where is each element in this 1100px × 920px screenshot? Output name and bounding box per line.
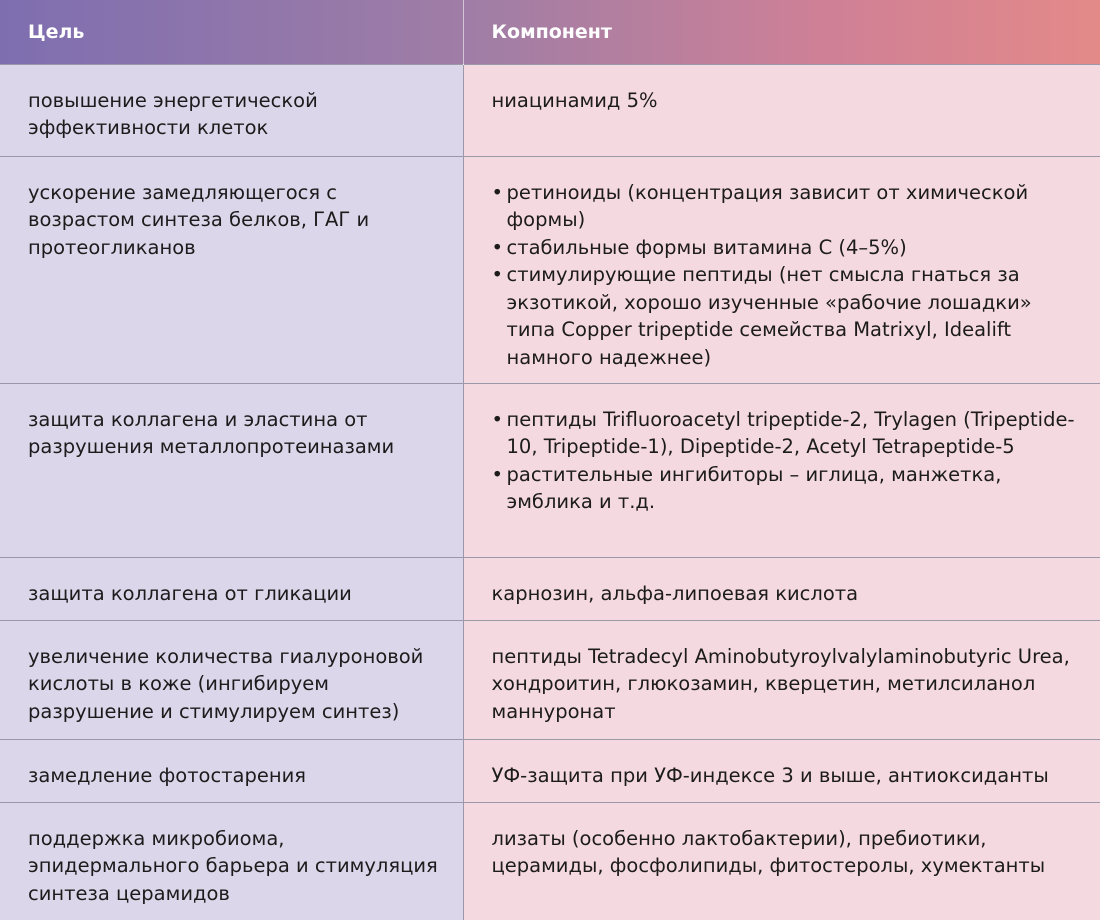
component-cell: УФ-защита при УФ-индексе 3 и выше, антиоксиданты [463, 739, 1100, 802]
goal-cell: защита коллагена от гликации [0, 557, 463, 620]
component-list-item: • ретиноиды (концентрация зависит от химической формы) [492, 179, 1081, 234]
table-header [0, 0, 1100, 64]
goal-cell: защита коллагена и эластина от разрушения металлопротеиназами [0, 383, 463, 557]
table-row [0, 557, 1100, 620]
header-goal: Цель [28, 20, 85, 43]
component-list-item: • пептиды Trifluoroacetyl tripeptide-2, Trylagen (Tripeptide-10, Tripeptide-1), Dipeptide-2, Acetyl Tetrapeptide-5 [492, 406, 1081, 461]
table-row [0, 620, 1100, 739]
component-list [492, 179, 1081, 372]
table-row [0, 64, 1100, 156]
component-list-item: • стимулирующие пептиды (нет смысла гнаться за экзотикой, хорошо изученные «рабочие лошадки» типа Copper tripeptide семейства Matrixyl, Idealift намного надежнее) [492, 261, 1081, 371]
component-cell: лизаты (особенно лактобактерии), пребиотики, церамиды, фосфолипиды, фитостеролы, хумектанты [463, 802, 1100, 920]
goal-cell: поддержка микробиома, эпидермального барьера и стимуляция синтеза церамидов [0, 802, 463, 920]
component-cell: карнозин, альфа-липоевая кислота [463, 557, 1100, 620]
component-cell: пептиды Tetradecyl Aminobutyroylvalylaminobutyric Urea, хондроитин, глюкозамин, кверцетин, метилсиланол маннуронат [463, 620, 1100, 739]
goal-cell: ускорение замедляющегося с возрастом синтеза белков, ГАГ и протеогликанов [0, 156, 463, 383]
header-row [0, 0, 1100, 64]
table-row [0, 156, 1100, 383]
goal-cell: повышение энергетической эффективности клеток [0, 64, 463, 156]
component-cell [463, 156, 1100, 383]
component-cell: ниацинамид 5% [463, 64, 1100, 156]
goal-cell: увеличение количества гиалуроновой кислоты в коже (ингибируем разрушение и стимулируем синтез) [0, 620, 463, 739]
table-row [0, 802, 1100, 920]
header-component: Компонент [463, 0, 1100, 64]
table-body [0, 64, 1100, 920]
component-cell [463, 383, 1100, 557]
table-row [0, 739, 1100, 802]
component-list [492, 406, 1081, 516]
component-list-item: • растительные ингибиторы – иглица, манжетка, эмблика и т.д. [492, 461, 1081, 516]
component-list-item: • стабильные формы витамина С (4–5%) [492, 234, 1081, 262]
table-row [0, 383, 1100, 557]
goal-cell: замедление фотостарения [0, 739, 463, 802]
